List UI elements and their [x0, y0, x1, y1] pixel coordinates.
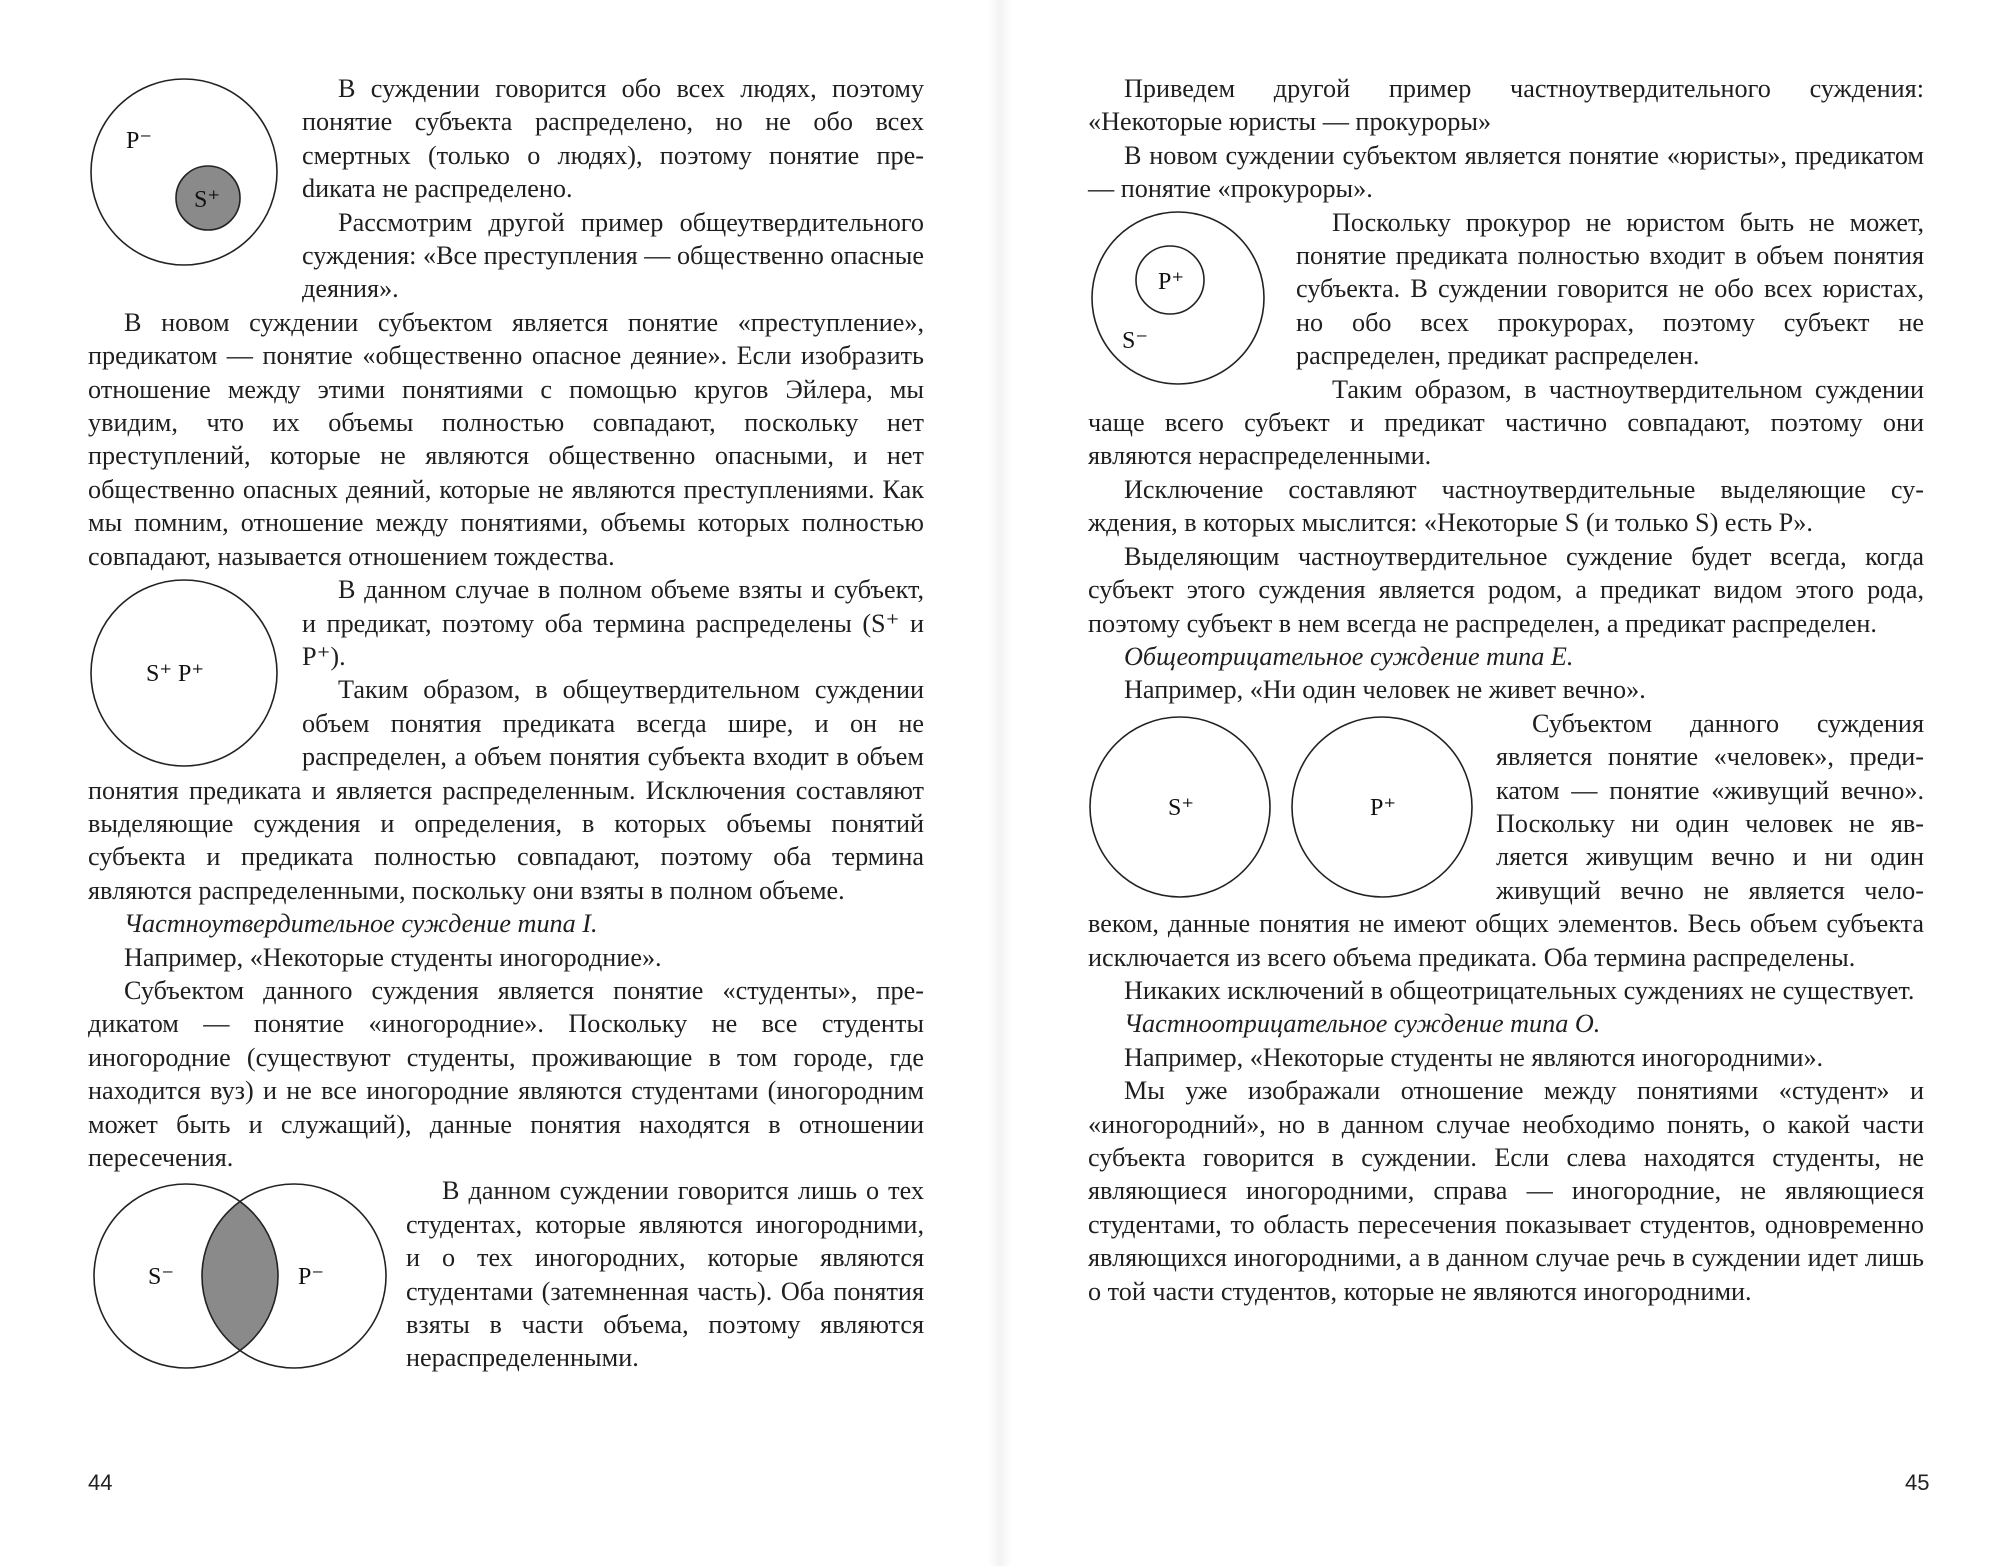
- euler-diagram-svg: [88, 1180, 388, 1372]
- euler-diagram-intersection: [88, 1180, 388, 1372]
- paragraph: Рассмотрим другой пример общеутвердительного суждения: «Все преступления — общественно опасные деяния».: [302, 207, 924, 304]
- paragraph: Исключение составляют частноутвердительные выделяющие суждения, в которых мыслится: «Некоторые S (и только S) есть P».: [1088, 474, 1924, 538]
- euler-diagram-subset-p-in-s: [1088, 210, 1278, 390]
- euler-diagram-subset-s-in-p: [88, 74, 284, 270]
- subject-label: S⁻: [148, 1264, 175, 1291]
- paragraph: В данном суждении говорится лишь о тех студентах, которые являются иногородними, и о тех иногородних, которые являются студентами (затемненная часть). Оба понятия взяты в части объема, поэтому являются нераспределенными.: [406, 1176, 924, 1373]
- predicate-label: P⁺: [1158, 268, 1185, 295]
- subject-label: S⁺: [1168, 794, 1195, 821]
- identity-label: S⁺ P⁺: [146, 661, 205, 688]
- euler-diagram-svg: [88, 74, 284, 270]
- paragraph: Например, «Ни один человек не живет вечно».: [1124, 675, 1646, 705]
- paragraph: В суждении говорится обо всех людях, поэтому понятие субъекта распределено, но не обо всех смертных (только о людях), поэтому понятие преdиката не распределено.: [302, 74, 924, 204]
- predicate-label: P⁻: [298, 1264, 325, 1291]
- predicate-label: P⁻: [126, 128, 153, 154]
- subject-label: S⁺: [194, 187, 221, 213]
- euler-diagram-svg: [88, 575, 284, 771]
- paragraph: В данном случае в полном объеме взяты и субъект, и предикат, поэтому оба термина распределены (S⁺ и P⁺).: [302, 575, 924, 671]
- page-number: 45: [1905, 1470, 1930, 1495]
- left-text-column: [88, 72, 924, 1375]
- section-heading: Общеотрицательное суждение типа E.: [1124, 641, 1574, 671]
- subject-circle: [1092, 212, 1264, 384]
- paragraph: Таким образом, в частноутвердительном суждении чаще всего субъект и предикат частично совпадают, поэтому они являются нераспределенными.: [1088, 374, 1924, 471]
- paragraph: Никаких исключений в общеотрицательных суждениях не существует.: [1124, 975, 1915, 1005]
- right-text-column: [1088, 72, 1924, 1308]
- paragraph: Мы уже изображали отношение между понятиями «студент» и «иногородний», но в данном случае необходимо понять, о какой части субъекта говорится в суждении. Если слева находятся студенты, не являющиеся иногородними, справа — иногородние, не являющиеся студентами, то область пересечения показывает студентов, одновременно являющихся иногородними, а в данном случае речь в суждении идет лишь о той части студентов, которые не являются иногородними.: [1088, 1076, 1924, 1306]
- predicate-label: P⁺: [1370, 794, 1397, 821]
- intersection-area: [202, 1184, 386, 1368]
- page-number: 44: [88, 1470, 113, 1495]
- paragraph: Например, «Некоторые студенты иногородние».: [124, 942, 662, 972]
- paragraph: Например, «Некоторые студенты не являются иногородними».: [1124, 1042, 1824, 1072]
- paragraph: Приведем другой пример частноутвердительного суждения: «Некоторые юристы — прокуроры»: [1088, 74, 1924, 137]
- euler-diagram-exclusion: [1088, 713, 1478, 901]
- subject-label: S⁻: [1122, 327, 1149, 354]
- section-heading: Частноутвердительное суждение типа I.: [124, 909, 598, 939]
- euler-diagram-svg: [1088, 210, 1278, 390]
- euler-diagram-identity: [88, 575, 284, 771]
- euler-diagram-svg: [1088, 713, 1478, 901]
- paragraph: Субъектом данного суждения является понятие «человек», предикатом — понятие «живущий вечно». Поскольку ни один человек не является живущим вечно и ни один живущий вечно не является человеком, данные понятия не имеют общих элементов. Весь объем субъекта исключается из всего объема предиката. Оба термина распределены.: [1088, 708, 1924, 972]
- paragraph: В новом суждении субъектом является понятие «преступление», предикатом — понятие «общественно опасное деяние». Если изобразить отношение между этими понятиями с помощью кругов Эйлера, мы увидим, что их объемы полностью совпадают, поскольку нет преступлений, которые не являются общественно опасными, и нет общественно опасных деяний, которые не являются преступлениями. Как мы помним, отношение между понятиями, объемы которых полностью совпадают, называется отношением тождества.: [88, 307, 924, 571]
- paragraph: Субъектом данного суждения является понятие «студенты», предикатом — понятие «иногородние». Поскольку не все студенты иногородние (существуют студенты, проживающие в том городе, где находится вуз) и не все иногородние являются студентами (иногородним может быть и служащий), данные понятия находятся в отношении пересечения.: [88, 975, 924, 1172]
- right-page: [1000, 0, 2000, 1566]
- paragraph: Выделяющим частноутвердительное суждение будет всегда, когда субъект этого суждения является родом, а предикат видом этого рода, поэтому субъект в нем всегда не распределен, а предикат распределен.: [1088, 541, 1924, 638]
- predicate-circle: [91, 79, 277, 265]
- paragraph: В новом суждении субъектом является понятие «юристы», предикатом — понятие «прокуроры».: [1088, 140, 1924, 204]
- paragraph: Таким образом, в общеутвердительном суждении объем понятия предиката всегда шире, и он не распределен, а объем понятия субъекта входит в объем понятия предиката и является распределенным. Исключения составляют выделяющие суждения и определения, в которых объемы понятий субъекта и предиката полностью совпадают, поэтому оба термина являются распределенными, поскольку они взяты в полном объеме.: [88, 675, 924, 905]
- paragraph: Поскольку прокурор не юристом быть не может, понятие предиката полностью входит в объем понятия субъекта. В суждении говорится не обо всех юристах, но обо всех прокурорах, поэтому субъект не распределен, предикат распределен.: [1296, 207, 1924, 371]
- section-heading: Частноотрицательное суждение типа O.: [1124, 1009, 1601, 1039]
